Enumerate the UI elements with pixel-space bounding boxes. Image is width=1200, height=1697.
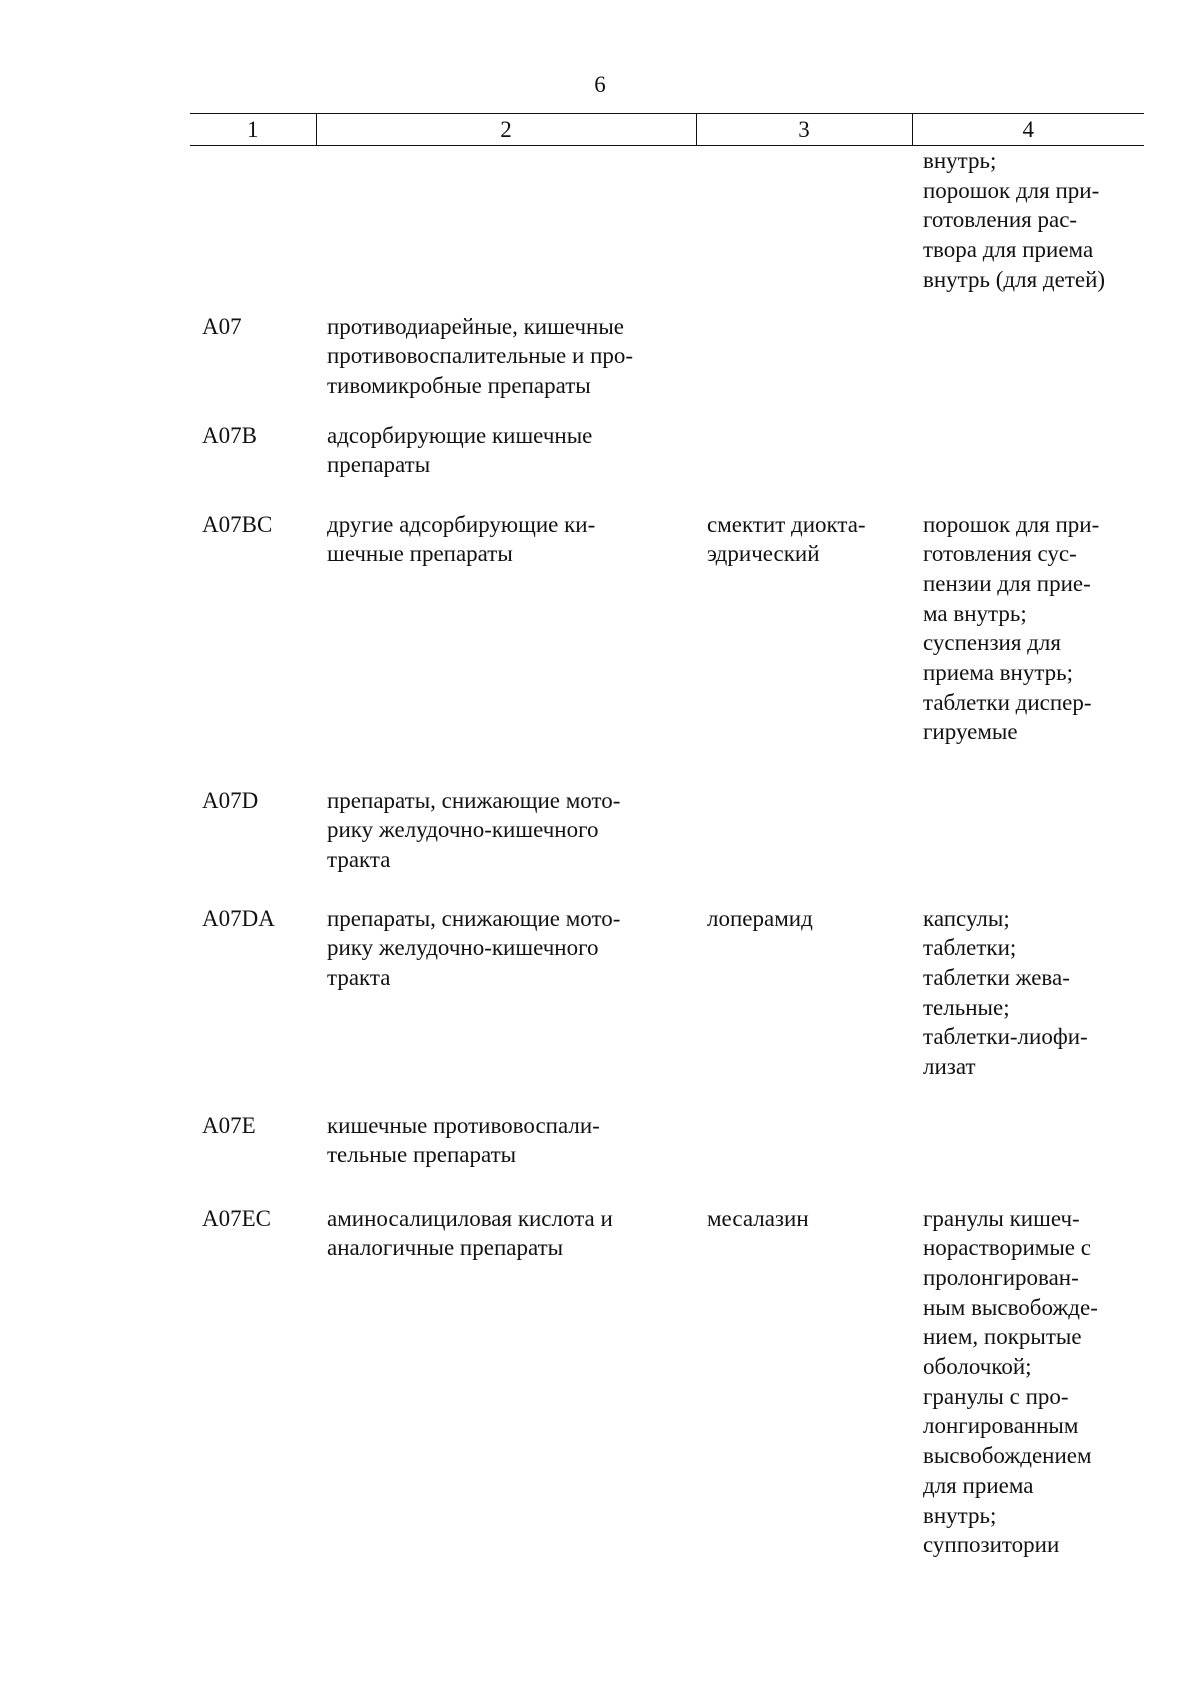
group-name-cell [316,312,696,421]
group-name-cell [316,510,696,786]
cell-line: адсорбирующие кишечные [327,422,593,448]
group-name-cell [316,1111,696,1204]
cell-line: ным высвобожде- [923,1294,1098,1320]
drug-classification-table [190,113,1144,1564]
cell-line: норастворимые с [923,1235,1091,1261]
table-row [190,1111,1144,1204]
cell-line: приема внутрь; [923,660,1074,686]
cell-line: лонгированным [923,1413,1079,1439]
cell-line: месалазин [707,1205,809,1231]
code-cell [190,510,316,786]
column-header-3: 3 [696,114,912,146]
cell-line: гранулы с про- [923,1383,1069,1409]
cell-line: лизат [923,1054,976,1080]
table-row [190,312,1144,421]
cell-line: кишечные противовоспали- [327,1112,600,1138]
cell-line: ма внутрь; [923,600,1027,626]
dosage-forms-cell [912,1204,1144,1564]
cell-line: рику желудочно-кишечного [327,817,599,843]
cell-line: таблетки диспер- [923,689,1092,715]
cell-line: таблетки жева- [923,964,1070,990]
cell-line: A07E [202,1112,256,1138]
table-row [190,786,1144,904]
cell-line: тельные препараты [327,1142,517,1168]
cell-line: порошок для при- [923,511,1100,537]
code-cell [190,904,316,1111]
cell-line: таблетки; [923,935,1017,961]
cell-line: смектит диокта- [707,511,866,537]
group-name-cell [316,421,696,510]
cell-line: порошок для при- [923,177,1100,203]
table-row [190,904,1144,1111]
drug-name-cell [696,1111,912,1204]
cell-line: оболочкой; [923,1354,1032,1380]
dosage-forms-cell [912,1111,1144,1204]
cell-line: рику желудочно-кишечного [327,935,599,961]
cell-line: аналогичные препараты [327,1235,564,1261]
dosage-forms-cell [912,510,1144,786]
cell-line: готовления рас- [923,207,1078,233]
column-header-2: 2 [316,114,696,146]
cell-line: препараты, снижающие мото- [327,787,621,813]
cell-line: твора для приема [923,237,1094,263]
cell-line: препараты, снижающие мото- [327,905,621,931]
group-name-cell [316,146,696,312]
cell-line: A07EC [202,1205,271,1231]
code-cell [190,312,316,421]
column-number-row [190,114,1144,146]
drug-name-cell [696,904,912,1111]
dosage-forms-cell [912,421,1144,510]
cell-line: для приема [923,1472,1034,1498]
column-header-4: 4 [912,114,1144,146]
code-cell [190,421,316,510]
drug-name-cell [696,1204,912,1564]
cell-line: тивомикробные препараты [327,372,591,398]
cell-line: высвобождением [923,1443,1092,1469]
table-body [190,146,1144,1564]
cell-line: тракта [327,964,391,990]
table-header [190,114,1144,146]
code-cell [190,1204,316,1564]
cell-line: аминосалициловая кислота и [327,1205,613,1231]
table-row [190,1204,1144,1564]
drug-name-cell [696,146,912,312]
cell-line: противодиарейные, кишечные [327,313,624,339]
cell-line: таблетки-лиофи- [923,1024,1088,1050]
cell-line: внутрь (для детей) [923,266,1106,292]
drug-name-cell [696,786,912,904]
drug-name-cell [696,421,912,510]
dosage-forms-cell [912,904,1144,1111]
dosage-forms-cell [912,312,1144,421]
drug-name-cell [696,510,912,786]
dosage-forms-cell [912,146,1144,312]
cell-line: лоперамид [707,905,813,931]
cell-line: противовоспалительные и про- [327,343,634,369]
cell-line: эдрический [707,541,820,567]
cell-line: готовления сус- [923,541,1077,567]
table-row [190,421,1144,510]
cell-line: внутрь; [923,1502,997,1528]
cell-line: A07DA [202,905,275,931]
cell-line: препараты [327,452,431,478]
drug-name-cell [696,312,912,421]
cell-line: другие адсорбирующие ки- [327,511,596,537]
code-cell [190,786,316,904]
cell-line: суппозитории [923,1532,1060,1558]
group-name-cell [316,1204,696,1564]
code-cell [190,1111,316,1204]
cell-line: пролонгирован- [923,1264,1079,1290]
cell-line: гранулы кишеч- [923,1205,1080,1231]
cell-line: капсулы; [923,905,1010,931]
group-name-cell [316,786,696,904]
cell-line: A07B [202,422,257,448]
cell-line: гируемые [923,719,1018,745]
cell-line: A07D [202,787,259,813]
code-cell [190,146,316,312]
cell-line: A07 [202,313,242,339]
cell-line: A07BC [202,511,273,537]
group-name-cell [316,904,696,1111]
cell-line: тракта [327,846,391,872]
dosage-forms-cell [912,786,1144,904]
cell-line: внутрь; [923,148,997,173]
table-row [190,146,1144,312]
cell-line: нием, покрытые [923,1324,1082,1350]
page-number: 6 [594,72,606,97]
cell-line: суспензия для [923,630,1061,656]
table-row [190,510,1144,786]
cell-line: шечные препараты [327,541,513,567]
cell-line: пензии для прие- [923,570,1091,596]
column-header-1: 1 [190,114,316,146]
cell-line: тельные; [923,994,1010,1020]
